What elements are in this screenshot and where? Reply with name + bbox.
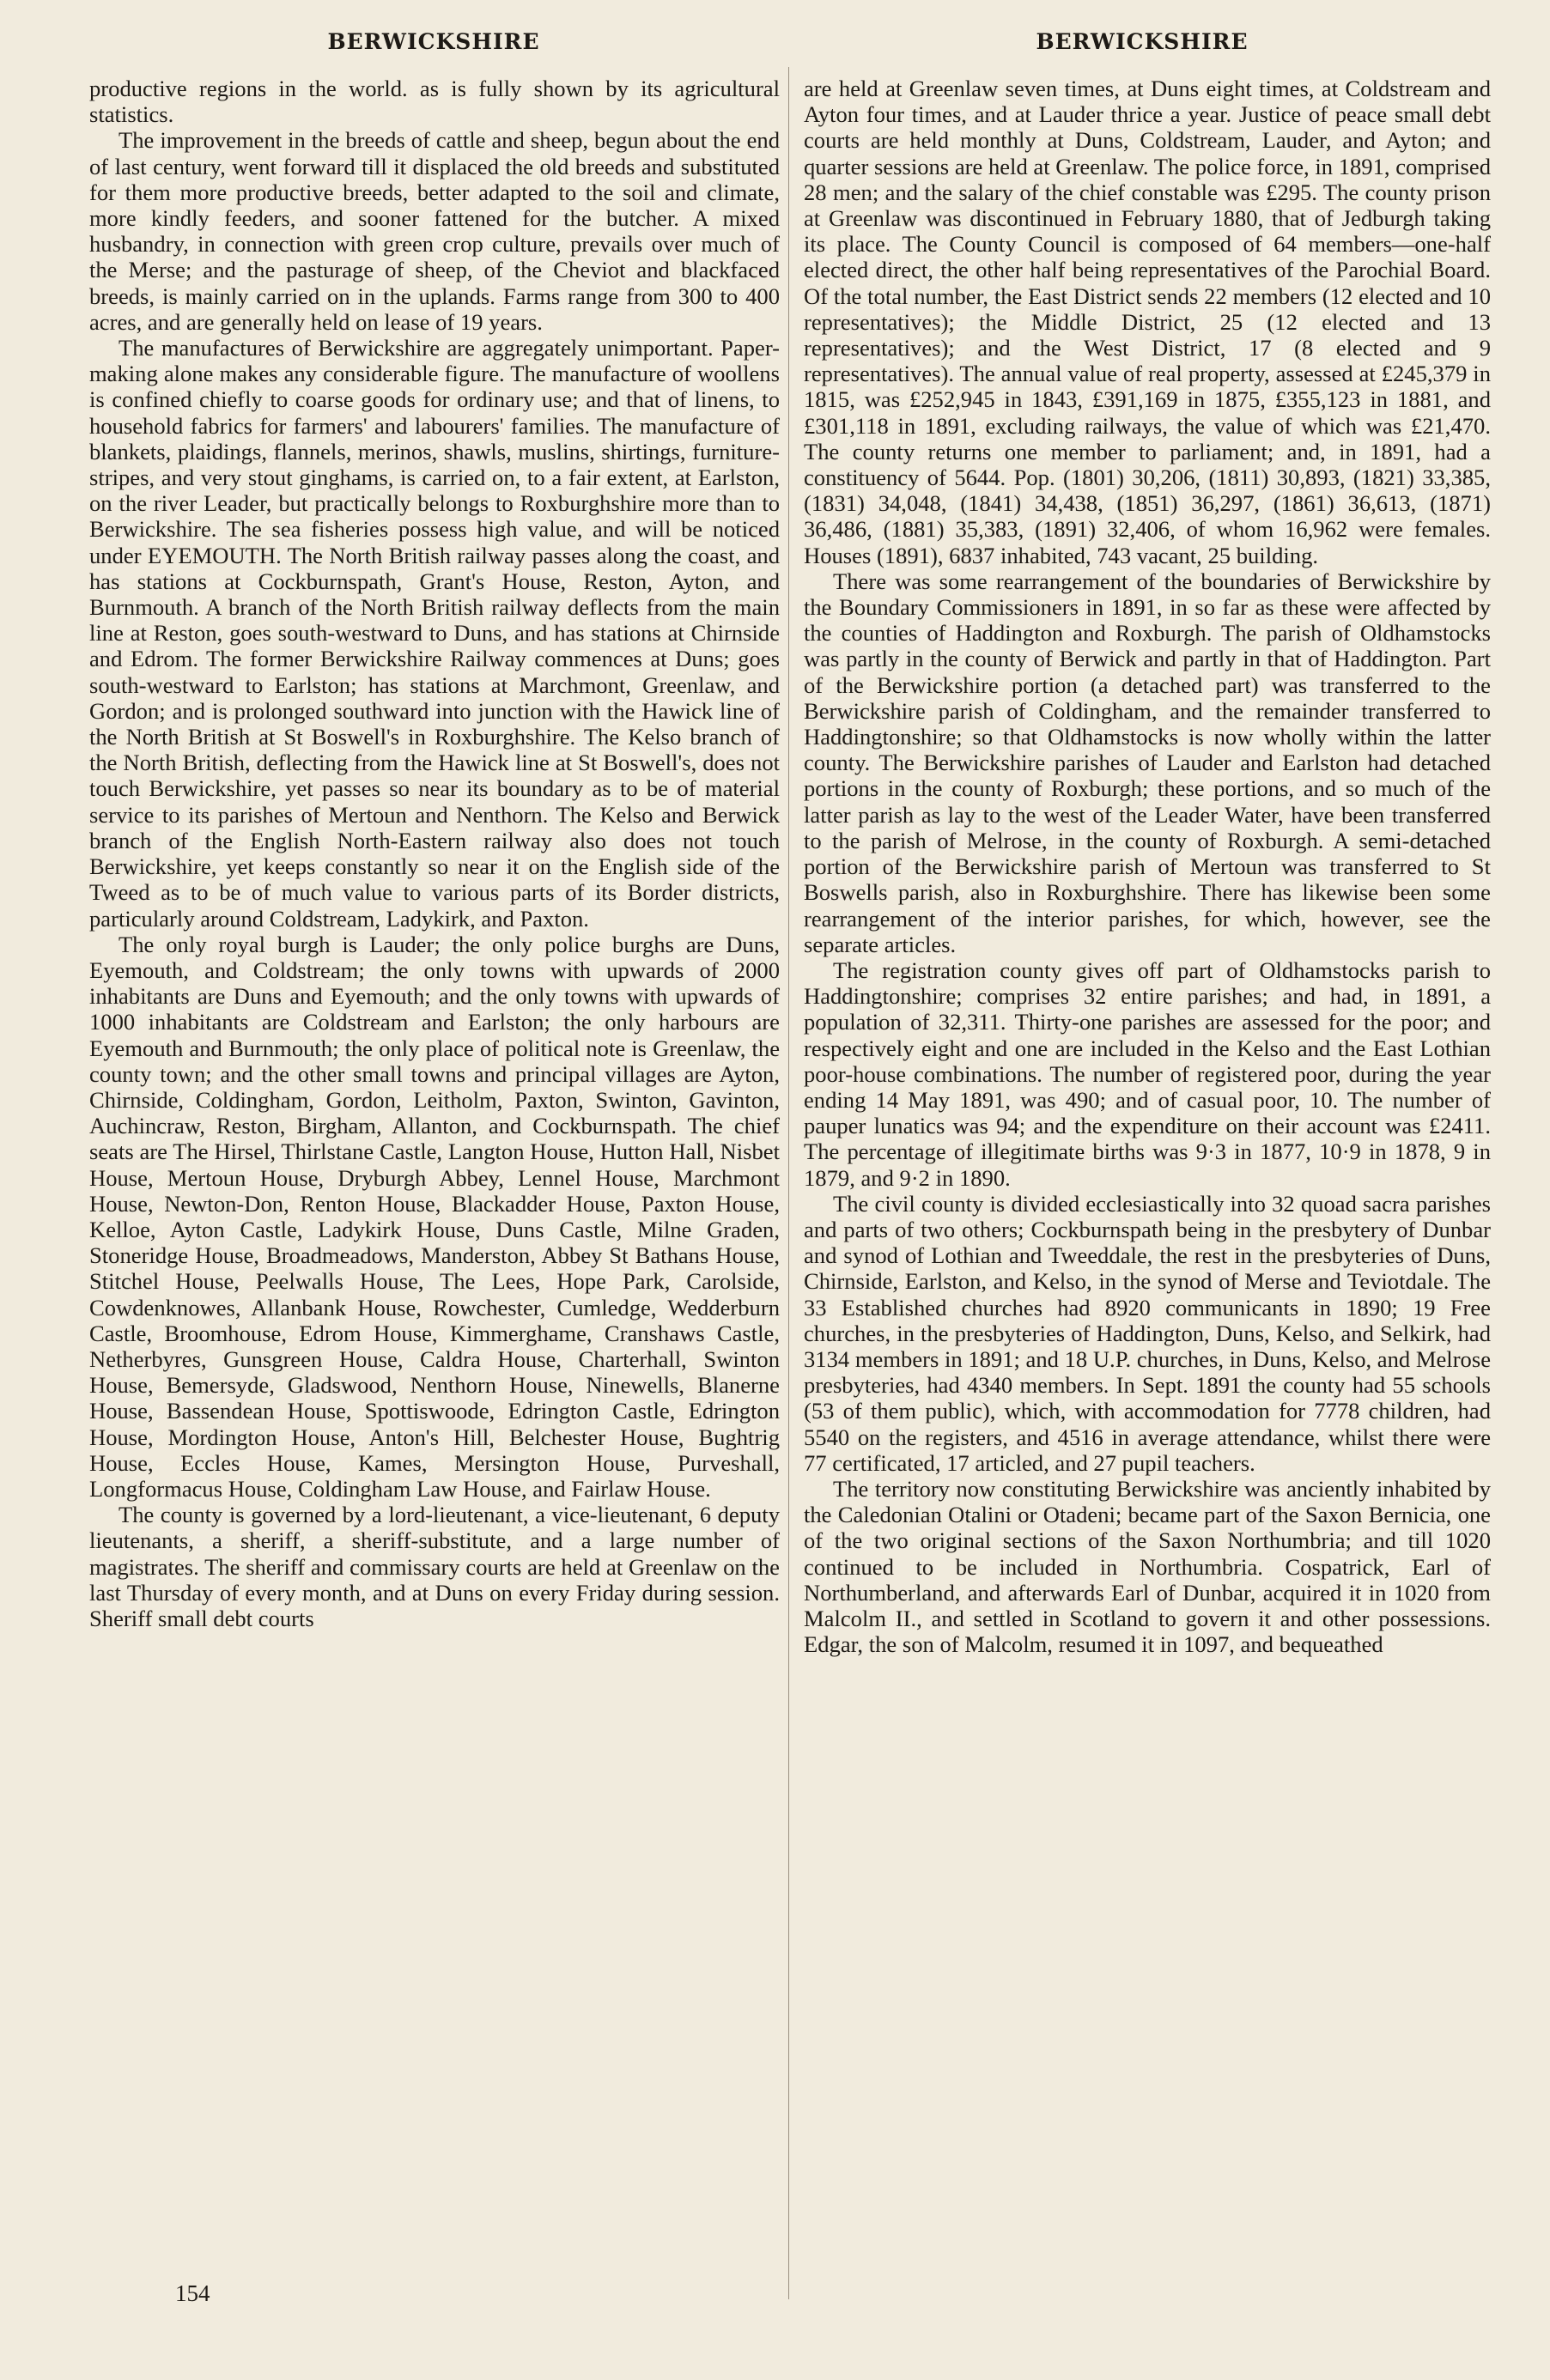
paragraph: are held at Greenlaw seven times, at Duns eight times, at Coldstream and Ayton four times, and at Lauder thrice a year. Justice of peace small debt courts are held monthly at Duns, Coldstream, Lauder, and Ayton; and quarter sessions are held at Greenlaw. The police force, in 1891, comprised 28 men; and the salary of the chief constable was £295. The county prison at Greenlaw was discontinued in February 1880, that of Jedburgh taking its place. The County Council is composed of 64 members—one-half elected direct, the other half being representatives of the Parochial Board. Of the total number, the East District sends 22 members (12 elected and 10 representatives); the Middle District, 25 (12 elected and 13 representatives); and the West District, 17 (8 elected and 9 representatives). The annual value of real property, assessed at £245,379 in 1815, was £252,945 in 1843, £391,169 in 1875, £355,123 in 1881, and £301,118 in 1891, excluding railways, the value of which was £21,470. The county returns one member to parliament; and, in 1891, had a constituency of 5644. Pop. (1801) 30,206, (1811) 30,893, (1821) 33,385, (1831) 34,048, (1841) 34,438, (1851) 36,297, (1861) 36,613, (1871) 36,486, (1881) 35,383, (1891) 32,406, of whom 16,962 were females. Houses (1891), 6837 inhabited, 743 vacant, 25 building. bbox=[804, 76, 1491, 568]
paragraph: The improvement in the breeds of cattle and sheep, begun about the end of last century, went forward till it displaced the old breeds and substituted for them more productive breeds, better adapted to the soil and climate, more kindly feeders, and sooner fattened for the butcher. A mixed husbandry, in connection with green crop culture, prevails over much of the Merse; and the pasturage of sheep, of the Cheviot and blackfaced breeds, is mainly carried on in the uplands. Farms range from 300 to 400 acres, and are generally held on lease of 19 years. bbox=[89, 127, 780, 335]
page-number: 154 bbox=[175, 2280, 210, 2306]
paragraph: The civil county is divided ecclesiastically into 32 quoad sacra parishes and parts of two others; Cockburnspath being in the presbytery of Dunbar and synod of Lothian and Tweeddale, the rest in the presbyteries of Duns, Chirnside, Earlston, and Kelso, in the synod of Merse and Teviotdale. The 33 Established churches had 8920 communicants in 1890; 19 Free churches, in the presbyteries of Haddington, Duns, Kelso, and Selkirk, had 3134 members in 1891; and 18 U.P. churches, in Duns, Kelso, and Melrose presbyteries, had 4340 members. In Sept. 1891 the county had 55 schools (53 of them public), which, with accommodation for 7778 children, had 5540 on the registers, and 4516 in average attendance, whilst there were 77 certificated, 17 articled, and 27 pupil teachers. bbox=[804, 1190, 1491, 1476]
right-column bbox=[804, 76, 1491, 1657]
paragraph: The manufactures of Berwickshire are aggregately unimportant. Paper-making alone makes any considerable figure. The manufacture of woollens is confined chiefly to coarse goods for ordinary use; and that of linens, to household fabrics for farmers' and labourers' families. The manufacture of blankets, plaidings, flannels, merinos, shawls, muslins, shirtings, furniture-stripes, and very stout ginghams, is carried on, to a fair extent, at Earlston, on the river Leader, but practically belongs to Roxburghshire more than to Berwickshire. The sea fisheries possess high value, and will be noticed under EYEMOUTH. The North British railway passes along the coast, and has stations at Cockburnspath, Grant's House, Reston, Ayton, and Burnmouth. A branch of the North British railway deflects from the main line at Reston, goes south-westward to Duns, and has stations at Chirnside and Edrom. The former Berwickshire Railway commences at Duns; goes south-westward to Earlston; has stations at Marchmont, Greenlaw, and Gordon; and is prolonged southward into junction with the Hawick line of the North British at St Boswell's in Roxburghshire. The Kelso branch of the North British, deflecting from the Hawick line at St Boswell's, does not touch Berwickshire, yet passes so near its boundary as to be of material service to its parishes of Mertoun and Nenthorn. The Kelso and Berwick branch of the English North-Eastern railway also does not touch Berwickshire, yet keeps constantly so near it on the English side of the Tweed as to be of much value to various parts of its Border districts, particularly around Coldstream, Ladykirk, and Paxton. bbox=[89, 335, 780, 932]
running-head-left: BERWICKSHIRE bbox=[327, 29, 540, 54]
column-divider bbox=[788, 67, 789, 2299]
paragraph: The only royal burgh is Lauder; the only police burghs are Duns, Eyemouth, and Coldstream; the only towns with upwards of 2000 inhabitants are Duns and Eyemouth; and the only towns with upwards of 1000 inhabitants are Coldstream and Earlston; the only harbours are Eyemouth and Burnmouth; the only place of political note is Greenlaw, the county town; and the other small towns and principal villages are Ayton, Chirnside, Coldingham, Gordon, Leitholm, Paxton, Swinton, Gavinton, Auchincraw, Reston, Birgham, Allanton, and Cockburnspath. The chief seats are The Hirsel, Thirlstane Castle, Langton House, Hutton Hall, Nisbet House, Mertoun House, Dryburgh Abbey, Lennel House, Marchmont House, Newton-Don, Renton House, Blackadder House, Paxton House, Kelloe, Ayton Castle, Ladykirk House, Duns Castle, Milne Graden, Stoneridge House, Broadmeadows, Manderston, Abbey St Bathans House, Stitchel House, Peelwalls House, The Lees, Hope Park, Carolside, Cowdenknowes, Allanbank House, Rowchester, Cumledge, Wedderburn Castle, Broomhouse, Edrom House, Kimmerghame, Cranshaws Castle, Netherbyres, Gunsgreen House, Caldra House, Charterhall, Swinton House, Bemersyde, Gladswood, Nenthorn House, Ninewells, Blanerne House, Bassendean House, Spottiswoode, Edrington Castle, Edrington House, Mordington House, Anton's Hill, Belchester House, Bughtrig House, Eccles House, Kames, Mersington House, Purveshall, Longformacus House, Coldingham Law House, and Fairlaw House. bbox=[89, 931, 780, 1502]
running-head-right: BERWICKSHIRE bbox=[1036, 29, 1249, 54]
paragraph: There was some rearrangement of the boundaries of Berwickshire by the Boundary Commissioners in 1891, in so far as these were affected by the counties of Haddington and Roxburgh. The parish of Oldhamstocks was partly in the county of Berwick and partly in that of Haddington. Part of the Berwickshire portion (a detached part) was transferred to the Berwickshire parish of Coldingham, and the remainder transferred to Haddingtonshire; so that Oldhamstocks is now wholly within the latter county. The Berwickshire parishes of Lauder and Earlston had detached portions in the county of Roxburgh; these portions, and so much of the latter parish as lay to the west of the Leader Water, have been transferred to the parish of Melrose, in the county of Roxburgh. A semi-detached portion of the Berwickshire parish of Mertoun was transferred to St Boswells parish, also in Roxburghshire. There has likewise been some rearrangement of the interior parishes, for which, however, see the separate articles. bbox=[804, 568, 1491, 957]
paragraph: productive regions in the world. as is fully shown by its agricultural statistics. bbox=[89, 76, 780, 128]
left-column bbox=[89, 76, 780, 1631]
paragraph: The county is governed by a lord-lieutenant, a vice-lieutenant, 6 deputy lieutenants, a sheriff, a sheriff-substitute, and a large number of magistrates. The sheriff and commissary courts are held at Greenlaw on the last Thursday of every month, and at Duns on every Friday during session. Sheriff small debt courts bbox=[89, 1502, 780, 1631]
paragraph: The registration county gives off part of Oldhamstocks parish to Haddingtonshire; comprises 32 entire parishes; and had, in 1891, a population of 32,311. Thirty-one parishes are assessed for the poor; and respectively eight and one are included in the Kelso and the East Lothian poor-house combinations. The number of registered poor, during the year ending 14 May 1891, was 490; and of casual poor, 10. The number of pauper lunatics was 94; and the expenditure on their account was £2411. The percentage of illegitimate births was 9·3 in 1877, 10·9 in 1878, 9 in 1879, and 9·2 in 1890. bbox=[804, 956, 1491, 1191]
paragraph: The territory now constituting Berwickshire was anciently inhabited by the Caledonian Otalini or Otadeni; became part of the Saxon Bernicia, one of the two original sections of the Saxon Northumbria; and till 1020 continued to be included in Northumbria. Cospatrick, Earl of Northumberland, and afterwards Earl of Dunbar, acquired it in 1020 from Malcolm II., and settled in Scotland to govern it and other possessions. Edgar, the son of Malcolm, resumed it in 1097, and bequeathed bbox=[804, 1475, 1491, 1658]
